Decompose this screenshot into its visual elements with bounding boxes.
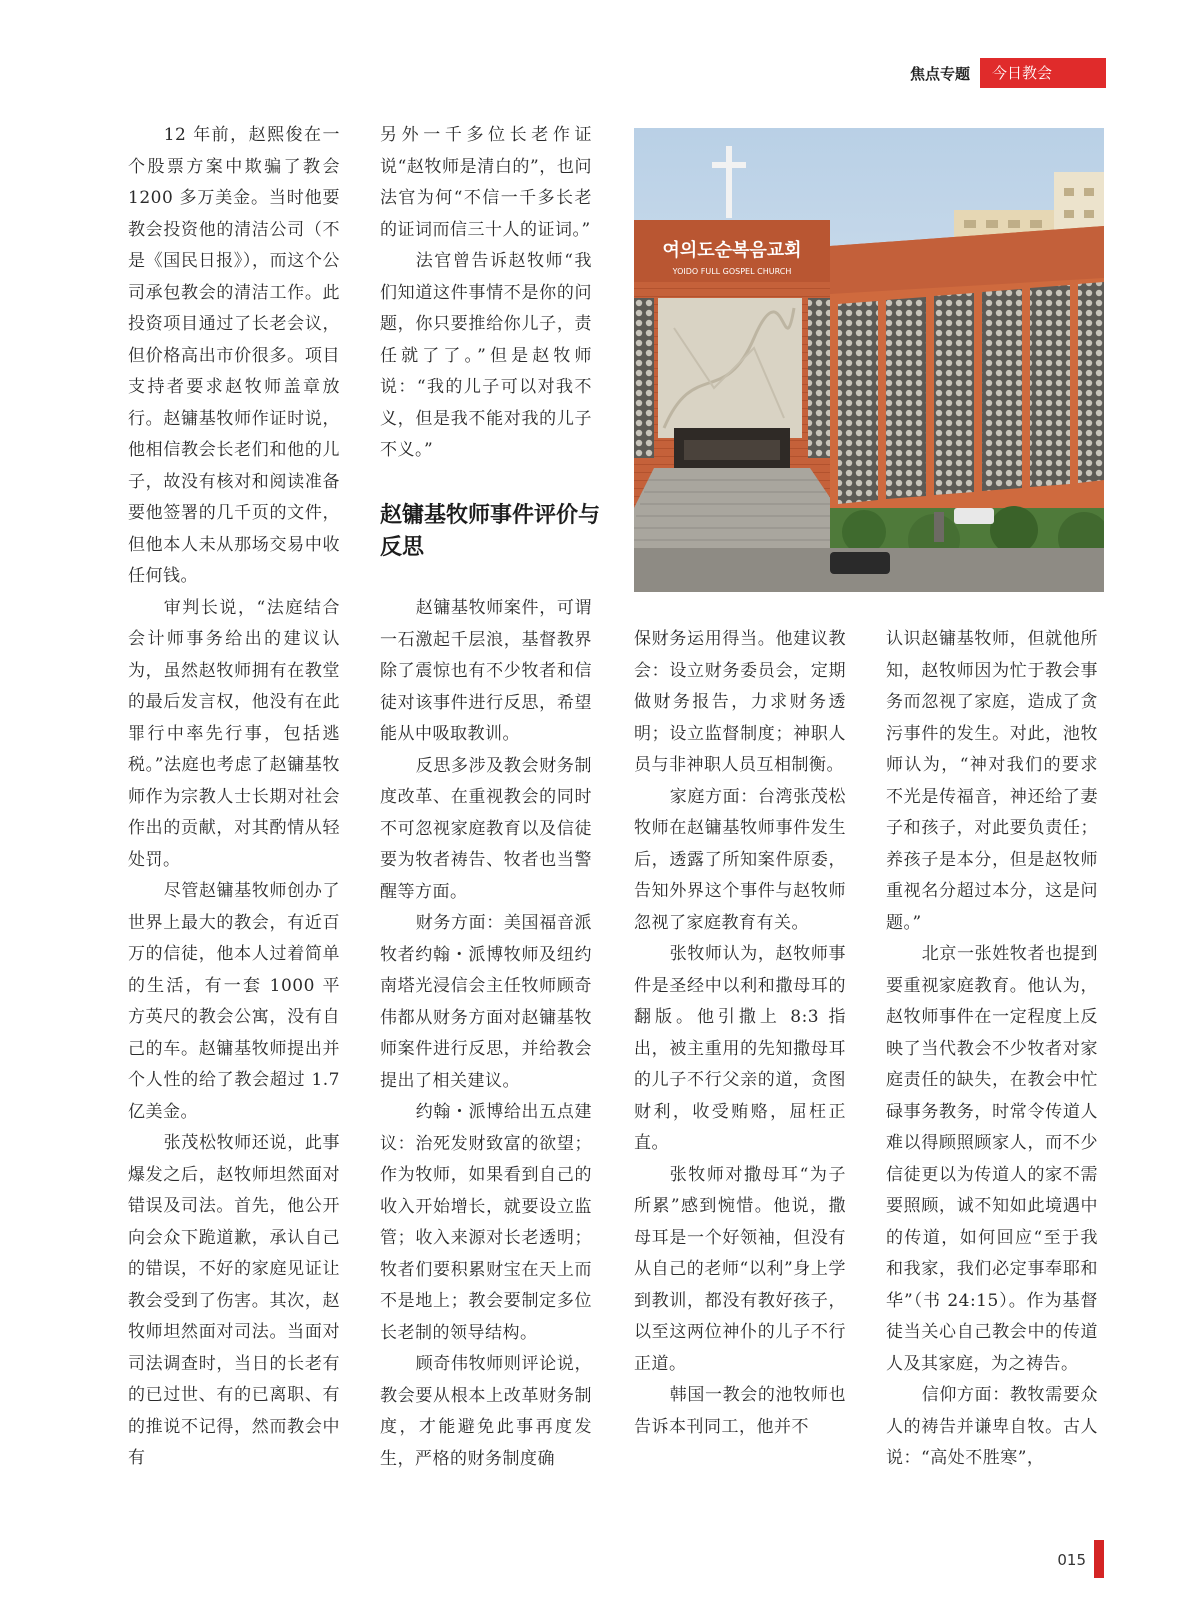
church-photo xyxy=(634,128,1104,592)
paragraph: 财务方面：美国福音派牧者约翰・派博牧师及纽约南塔光浸信会主任牧师顾奇伟都从财务方面对赵镛基牧师案件进行反思，并给教会提出了相关建议。 xyxy=(380,913,592,1091)
paragraph: 赵镛基牧师案件，可谓一石激起千层浪，基督教界除了震惊也有不少牧者和信徒对该事件进行反思，希望能从中吸取教训。 xyxy=(380,598,592,744)
paragraph: 信仰方面：教牧需要众人的祷告并谦卑自牧。古人说：“高处不胜寒”， xyxy=(886,1385,1098,1468)
paragraph: 韩国一教会的池牧师也告诉本刊同工，他并不 xyxy=(634,1385,846,1437)
paragraph: 保财务运用得当。他建议教会：设立财务委员会，定期做财务报告，力求财务透明；设立监督制度；神职人员与非神职人员互相制衡。 xyxy=(634,629,846,775)
paragraph: 法官曾告诉赵牧师“我们知道这件事情不是你的问题，你只要推给你儿子，责任就了了。”但是赵牧师说：“我的儿子可以对我不义，但是我不能对我的儿子不义。” xyxy=(380,251,592,460)
page-marker-bar xyxy=(1094,1540,1104,1578)
paragraph: 张牧师对撒母耳“为子所累”感到惋惜。他说，撒母耳是一个好领袖，但没有从自己的老师“以利”身上学到教训，都没有教好孩子，以至这两位神仆的儿子不行正道。 xyxy=(634,1164,846,1374)
paragraph: 张牧师认为，赵牧师事件是圣经中以利和撒母耳的翻版。他引撒上 8:3 指出，被主重用的先知撒母耳的儿子不行父亲的道，贪图财利，收受贿赂，屈枉正直。 xyxy=(634,944,846,1153)
paragraph: 审判长说，“法庭结合会计师事务给出的建议认为，虽然赵牧师拥有在教堂的最后发言权，他没有在此罪行中率先行事，包括逃税。”法庭也考虑了赵镛基牧师作为宗教人士长期对社会作出的贡献，对其酌情从轻处罚。 xyxy=(128,597,340,870)
column-3 xyxy=(634,624,846,1443)
paragraph: 北京一张姓牧者也提到要重视家庭教育。他认为，赵牧师事件在一定程度上反映了当代教会不少牧者对家庭责任的缺失，在教会中忙碌事务教务，时常令传道人难以得顾照顾家人，而不少信徒更以为传道人的家不需要照顾，诚不知如此境遇中的传道，如何回应“至于我和我家，我们必定事奉耶和华”（书 24:15）。作为基督徒当关心自己教会中的传道人及其家庭，为之祷告。 xyxy=(886,944,1098,1374)
column-1 xyxy=(128,120,340,1475)
sign-english: YOIDO FULL GOSPEL CHURCH xyxy=(672,267,792,276)
section-label: 焦点专题 xyxy=(909,65,970,83)
paragraph: 家庭方面：台湾张茂松牧师在赵镛基牧师事件发生后，透露了所知案件原委，告知外界这个事件与赵牧师忽视了家庭教育有关。 xyxy=(634,786,846,933)
church-building-illustration xyxy=(634,128,1104,592)
sign-korean: 여의도순복음교회 xyxy=(662,240,802,261)
column-2-bottom xyxy=(380,593,592,1475)
paragraph: 反思多涉及教会财务制度改革、在重视教会的同时不可忽视家庭教育以及信徒要为牧者祷告、牧者也当警醒等方面。 xyxy=(380,755,592,902)
paragraph: 另外一千多位长老作证说“赵牧师是清白的”，也问法官为何“不信一千多长老的证词而信三十人的证词。” xyxy=(380,125,592,240)
section-heading: 赵镛基牧师事件评价与反思 xyxy=(380,503,601,560)
section-tag: 今日教会 xyxy=(980,58,1106,88)
paragraph: 12 年前，赵熙俊在一个股票方案中欺骗了教会 1200 多万美金。当时他要教会投资他的清洁公司（不是《国民日报》），而这个公司承包教会的清洁工作。此投资项目通过了长老会议，但价格高出市价很多。项目支持者要求赵牧师盖章放行。赵镛基牧师作证时说，他相信教会长老们和他的儿子，故没有核对和阅读准备要他签署的几千页的文件，但他本人未从那场交易中收任何钱。 xyxy=(128,125,340,586)
column-4 xyxy=(886,624,1098,1475)
paragraph: 张茂松牧师还说，此事爆发之后，赵牧师坦然面对错误及司法。首先，他公开向会众下跪道歉，承认自己的错误，不好的家庭见证让教会受到了伤害。其次，赵牧师坦然面对司法。当面对司法调查时，当日的长老有的已过世、有的已离职、有的推说不记得，然而教会中有 xyxy=(128,1133,340,1468)
paragraph: 顾奇伟牧师则评论说，教会要从根本上改革财务制度，才能避免此事再度发生，严格的财务制度确 xyxy=(380,1354,592,1469)
paragraph: 约翰・派博给出五点建议：治死发财致富的欲望；作为牧师，如果看到自己的收入开始增长，就要设立监管；收入来源对长老透明；牧者们要积累财宝在天上而不是地上；教会要制定多位长老制的领导结构。 xyxy=(380,1102,592,1343)
paragraph: 尽管赵镛基牧师创办了世界上最大的教会，有近百万的信徒，他本人过着简单的生活，有一套 1000 平方英尺的教会公寓，没有自己的车。赵镛基牧师提出并个人性的给了教会超过 1.7 亿美金。 xyxy=(128,881,340,1122)
paragraph: 认识赵镛基牧师，但就他所知，赵牧师因为忙于教会事务而忽视了家庭，造成了贪污事件的发生。对此，池牧师认为，“神对我们的要求不光是传福音，神还给了妻子和孩子，对此要负责任；养孩子是本分，但是赵牧师重视名分超过本分，这是问题。” xyxy=(886,629,1098,933)
column-2-top xyxy=(380,120,592,467)
page-number: 015 xyxy=(1057,1551,1086,1569)
